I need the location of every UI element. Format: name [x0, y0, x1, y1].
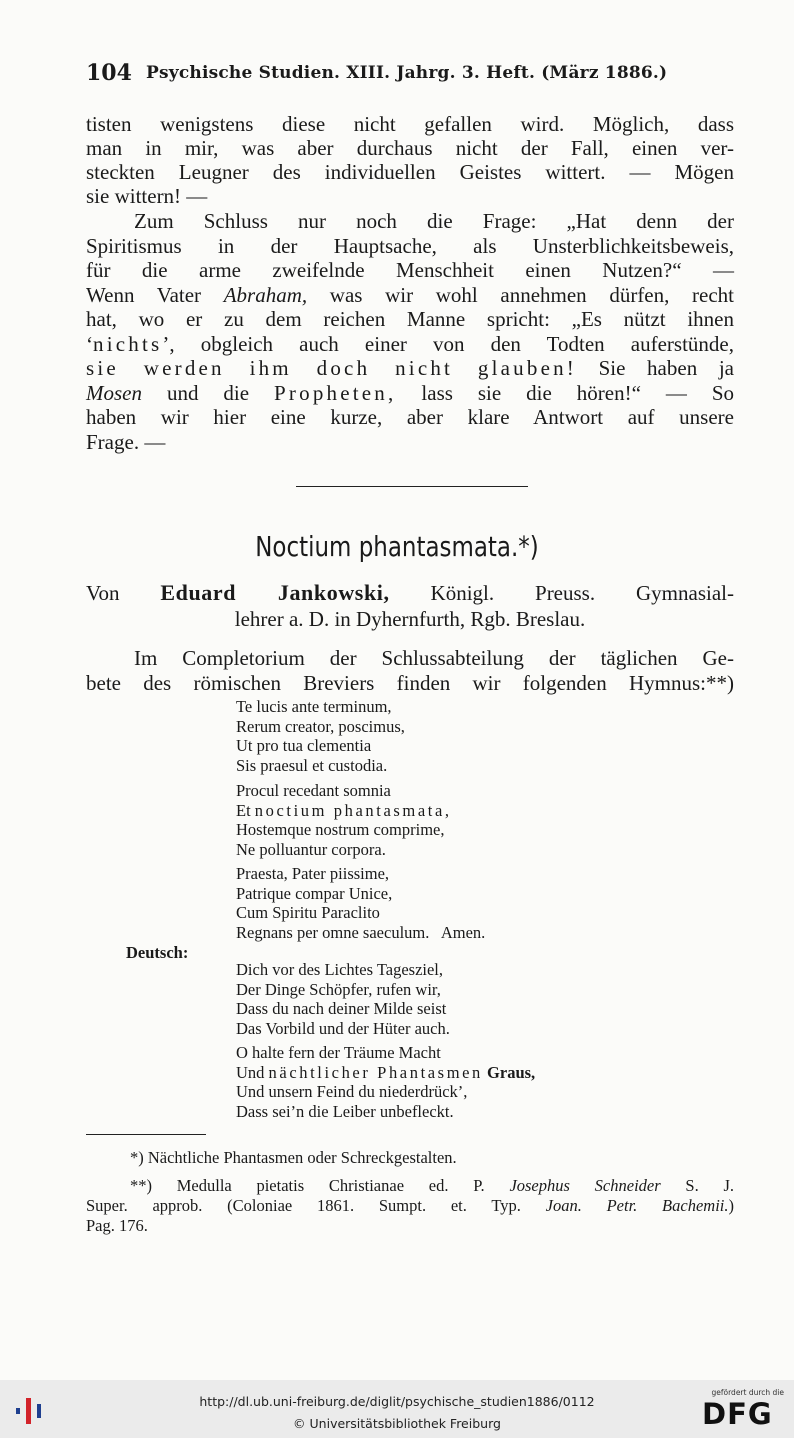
hymn-latin-stanza-3: [236, 864, 736, 942]
viewer-footer: [0, 1380, 794, 1438]
dfg-logo: [700, 1388, 784, 1432]
verse-line: Dass sei’n die Leiber unbefleckt.: [236, 1101, 454, 1121]
journal-title: Psychische Studien. XIII. Jahrg. 3. Heft. (März 1886.): [146, 63, 668, 83]
verse-line: O halte fern der Träume Macht: [236, 1043, 441, 1062]
text-line: steckten Leugner des individuellen Geistes wittert. — Mögen: [86, 160, 734, 184]
verse-line: Der Dinge Schöpfer, rufen wir,: [236, 979, 441, 999]
text-line: für die arme zweifelnde Menschheit einen Nutzen?“ —: [86, 258, 734, 282]
verse-line: Dass du nach deiner Milde seist: [236, 999, 447, 1018]
text-line: [86, 381, 734, 405]
footnote-1: [86, 1148, 734, 1168]
verse-line: Ne polluantur corpora.: [236, 839, 386, 859]
text-line: haben wir hier eine kurze, aber klare Antwort auf unsere: [86, 405, 734, 429]
text-span: und die: [142, 380, 275, 405]
dfg-wordmark: DFG: [702, 1397, 773, 1431]
verse-line: [236, 1063, 736, 1083]
text-line: [86, 283, 734, 307]
author-name: Eduard Jankowski,: [160, 580, 390, 605]
text-line: man in mir, was aber durchaus nicht der Fall, einen ver-: [86, 136, 734, 160]
footnote-rule: [86, 1134, 206, 1135]
italic-name: Joan. Petr. Bachemii.: [545, 1196, 729, 1215]
page-number: 104: [86, 60, 132, 86]
running-head: [86, 60, 736, 90]
text-span: S. J.: [660, 1176, 734, 1195]
article-title: Noctium phantasmata.*): [255, 530, 539, 563]
deutsch-label: Deutsch:: [126, 943, 189, 962]
text-line: Im Completorium der Schlussabteilung der täglichen Ge-: [134, 646, 734, 670]
hymn-latin-stanza-2: [236, 781, 736, 859]
text-line: [86, 356, 734, 380]
hymn-german-stanza-1: [236, 960, 736, 1038]
footnote-2: [86, 1176, 734, 1236]
text-line: [86, 332, 734, 356]
text-line: Spiritismus in der Hauptsache, als Unsterblichkeitsbeweis,: [86, 233, 734, 258]
verse-line: Cum Spiritu Paraclito: [236, 903, 380, 922]
dfg-tagline: gefördert durch die: [711, 1388, 784, 1397]
footnote-line: [86, 1196, 734, 1216]
verse-line: Patrique compar Unice,: [236, 883, 393, 903]
text-line: tisten wenigstens diese nicht gefallen wird. Möglich, dass: [86, 112, 734, 136]
text-span: ‘: [86, 331, 93, 356]
verse-line: Dich vor des Lichtes Tagesziel,: [236, 960, 444, 979]
spaced-emphasis: nichts: [93, 331, 163, 356]
verse-line: [236, 801, 736, 821]
text-line: Zum Schluss nur noch die Frage: „Hat denn der: [134, 209, 734, 233]
verse-line: Das Vorbild und der Hüter auch.: [236, 1018, 450, 1038]
text-span: Von: [86, 581, 161, 605]
text-span: was wir wohl annehmen dürfen, recht: [307, 282, 735, 307]
footnote-line: Pag. 176.: [86, 1216, 148, 1235]
text-span: ’, obgleich auch einer von den Todten auferstünde,: [162, 331, 734, 356]
text-span: **) Medulla pietatis Christianae ed. P.: [130, 1176, 510, 1195]
text-span: lass sie die hören!“ — So: [396, 380, 735, 405]
byline-line: [86, 580, 734, 606]
footnote-line: [86, 1176, 734, 1196]
text-span: Wenn Vater: [86, 282, 224, 307]
text-span: Und: [236, 1062, 269, 1082]
text-span: Et: [236, 800, 255, 820]
verse-line: Und unsern Feind du niederdrück’,: [236, 1082, 468, 1101]
text-span: Königl. Preuss. Gymnasial-: [389, 581, 734, 605]
hymn-latin-stanza-1: [236, 697, 736, 775]
text-line: Frage. —: [86, 429, 166, 454]
text-line: hat, wo er zu dem reichen Manne spricht: „Es nützt ihnen: [86, 307, 734, 331]
verse-line: Hostemque nostrum comprime,: [236, 820, 445, 839]
verse-line: Sis praesul et custodia.: [236, 755, 388, 775]
copyright-notice: © Universitätsbibliothek Freiburg: [293, 1416, 501, 1431]
hymn-german-stanza-2: [236, 1043, 736, 1121]
permalink-url[interactable]: http://dl.ub.uni-freiburg.de/diglit/psychische_studien1886/0112: [199, 1394, 595, 1409]
spaced-emphasis: noctium phantasmata,: [254, 800, 452, 820]
verse-line: Ut pro tua clementia: [236, 736, 372, 755]
text-span: Sie haben ja: [576, 356, 734, 380]
byline-line: lehrer a. D. in Dyhernfurth, Rgb. Breslau.: [234, 607, 586, 631]
italic-name: Abraham,: [223, 282, 308, 307]
verse-line: Rerum creator, poscimus,: [236, 716, 405, 736]
spaced-emphasis: Propheten,: [274, 380, 397, 405]
text-line: bete des römischen Breviers finden wir folgenden Hymnus:**): [86, 670, 734, 695]
verse-line: Praesta, Pater piissime,: [236, 864, 390, 883]
verse-line: Te lucis ante terminum,: [236, 697, 392, 716]
text-span: Super. approb. (Coloniae 1861. Sumpt. et. Typ.: [86, 1196, 546, 1215]
text-span: Graus,: [482, 1062, 536, 1082]
verse-line: Regnans per omne saeculum. Amen.: [236, 922, 486, 942]
italic-name: Mosen: [86, 380, 142, 405]
verse-line: Procul recedant somnia: [236, 781, 391, 800]
italic-name: Josephus Schneider: [509, 1176, 661, 1195]
spaced-emphasis: nächtlicher Phantasmen: [268, 1062, 483, 1082]
footnote-line: *) Nächtliche Phantasmen oder Schreckgestalten.: [130, 1148, 457, 1167]
byline: [86, 580, 734, 632]
section-divider: [296, 486, 528, 487]
text-span: ): [728, 1196, 734, 1215]
spaced-emphasis: sie werden ihm doch nicht glauben!: [86, 356, 577, 380]
text-line: sie wittern! —: [86, 184, 208, 208]
